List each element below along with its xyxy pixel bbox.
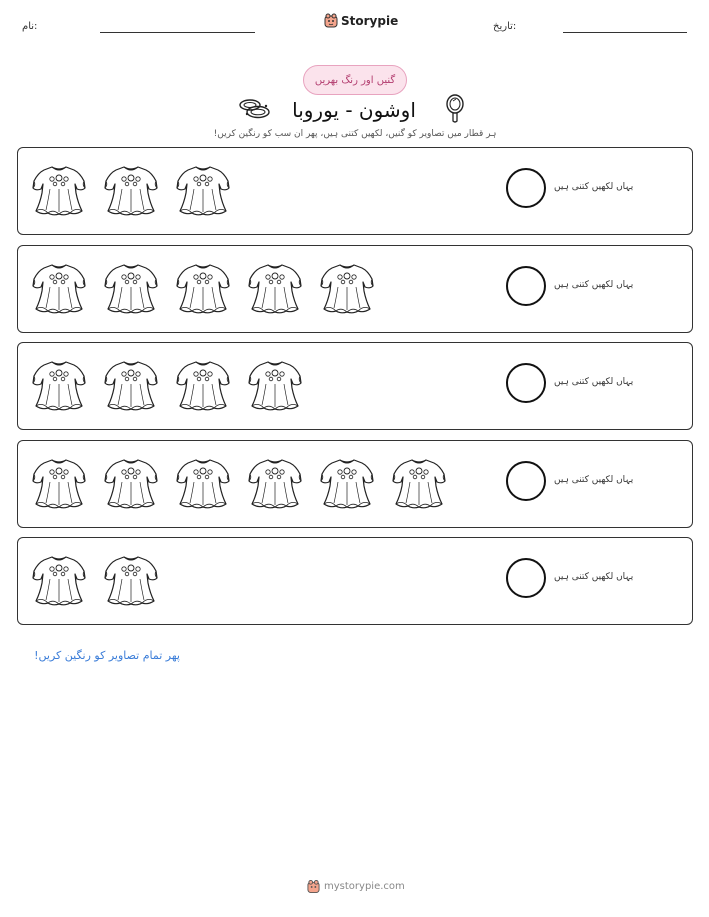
answer-label: یہاں لکھیں کتنی ہیں (554, 280, 634, 290)
footer-note: پھر تمام تصاویر کو رنگین کریں! (34, 649, 180, 662)
item-list (30, 454, 448, 514)
brand-logo-group (324, 13, 398, 28)
dress-icon (30, 356, 88, 416)
counting-row-4 (17, 440, 693, 528)
bracelets-icon (238, 96, 272, 122)
storypie-logo-icon (307, 879, 320, 894)
answer-circle[interactable] (506, 363, 546, 403)
dress-icon (174, 161, 232, 221)
dress-icon (30, 551, 88, 611)
counting-row-3 (17, 342, 693, 430)
item-list (30, 259, 376, 319)
item-list (30, 356, 304, 416)
answer-circle[interactable] (506, 461, 546, 501)
answer-circle[interactable] (506, 168, 546, 208)
dress-icon (390, 454, 448, 514)
answer-circle[interactable] (506, 558, 546, 598)
item-list (30, 551, 160, 611)
dress-icon (30, 259, 88, 319)
dress-icon (318, 259, 376, 319)
page-title: اوشون - یوروبا (292, 98, 416, 122)
counting-row-2 (17, 245, 693, 333)
brand-name: Storypie (341, 13, 399, 28)
dress-icon (246, 454, 304, 514)
dress-icon (102, 551, 160, 611)
counting-row-1 (17, 147, 693, 235)
name-line[interactable] (100, 32, 255, 33)
answer-label: یہاں لکھیں کتنی ہیں (554, 377, 634, 387)
dress-icon (30, 454, 88, 514)
answer-label: یہاں لکھیں کتنی ہیں (554, 475, 634, 485)
footer-brand (307, 879, 405, 894)
storypie-logo-icon (324, 13, 338, 28)
dress-icon (30, 161, 88, 221)
item-list (30, 161, 232, 221)
activity-badge: گنیں اور رنگ بھریں (303, 65, 407, 95)
dress-icon (102, 356, 160, 416)
title-row (230, 94, 480, 126)
answer-label: یہاں لکھیں کتنی ہیں (554, 572, 634, 582)
dress-icon (102, 454, 160, 514)
date-line[interactable] (563, 32, 687, 33)
dress-icon (102, 259, 160, 319)
dress-icon (174, 454, 232, 514)
dress-icon (174, 259, 232, 319)
instructions: ہر قطار میں تصاویر کو گنیں، لکھیں کتنی ہیں، پھر ان سب کو رنگین کریں! (213, 129, 497, 139)
dress-icon (102, 161, 160, 221)
counting-row-5 (17, 537, 693, 625)
dress-icon (174, 356, 232, 416)
dress-icon (246, 259, 304, 319)
answer-circle[interactable] (506, 266, 546, 306)
dress-icon (318, 454, 376, 514)
footer-site: mystorypie.com (324, 881, 405, 892)
name-label: نام: (22, 21, 38, 32)
answer-label: یہاں لکھیں کتنی ہیں (554, 182, 634, 192)
dress-icon (246, 356, 304, 416)
mirror-icon (444, 94, 466, 124)
date-label: تاریخ: (493, 21, 517, 32)
